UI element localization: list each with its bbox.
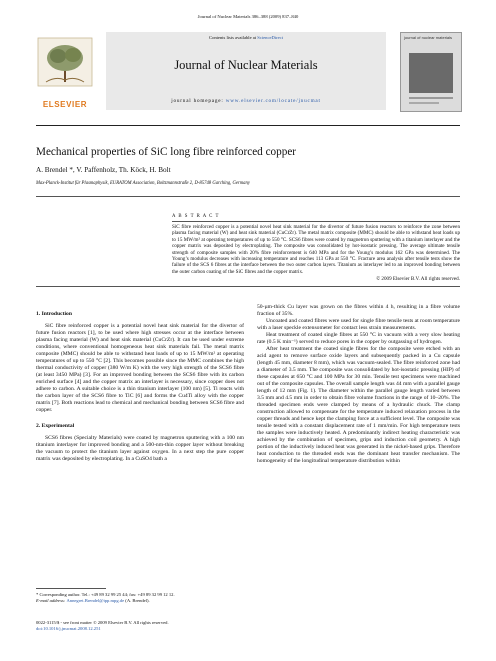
footnote (36, 592, 246, 603)
abstract-bottom-rule (36, 286, 460, 287)
article-title: Mechanical properties of SiC long fibre reinforced copper (36, 146, 297, 158)
footnote-rule (36, 588, 106, 589)
journal-title: Journal of Nuclear Materials (174, 58, 318, 72)
affiliation: Max-Planck-Institut für Plasmaphysik, EURATOM Association, Boltzmannstraße 2, D-85748 Garching, Germany (36, 181, 250, 186)
cover-image (409, 53, 453, 93)
affiliation-rule (36, 196, 460, 197)
right-paragraph-4: After heat treatment the coated single fibres for the composite were etched with an acid agent to remove surface oxide layers and subsequently packed in a Cu capsule (length 45 mm, diameter 8 mm), which was vacuum-sealed. The fibre reinforced zone had a diameter of 3.5 mm. The composite was consolidated by hot-isostatic pressing (HIP) of these capsules at 650 °C and 100 MPa for 30 min. Tensile test specimens were machined out of the composite capsules. The overall sample length was 44 mm with a parallel gauge length of 12 mm (Fig. 1). The diameter within the parallel gauge length varied between 3.5 mm and 4.5 mm in order to obtain fibre volume fractions in the range of 10–20%. The threaded specimen ends were clamped by means of a hydraulic chuck. The clamp construction allowed to compensate for the temperature induced relaxation process in the copper threads and hence kept the clamping force at a sufficient level. The composite was tensile tested with a constant displacement rate of 1 mm/min. For high temperature tests the samples were inductively heated. A predominantly indirect heating characteristic was achieved by the combination of specimen, grips and induction coil geometry. A high portion of the inductively induced heat was generated in the nickel-based grips. Therefore heat conduction to the threaded ends was the dominant heat transfer mechanism. The homogeneity of the longitudinal temperature distribution within (257, 346, 460, 464)
author-list: A. Brendel *, V. Paffenholz, Th. Köck, H. Bolt (36, 166, 171, 174)
introduction-text: SiC fibre reinforced copper is a potential novel heat sink material for the divertor of future fusion reactors [1], to be used where high stresses occur at the interface between plasma facing material (W) and heat sink material (CuCrZr). It can be used under extreme conditions, where conventional homogeneous heat sink materials fail. The metal matrix composite (MMC) should be able to withstand heat loads of up to 15 MW/m² at operating temperatures of up to 550 °C [2]. This becomes possible since the MMC combines the high thermal conductivity of copper (380 W/m K) with the very high strength of the SCS6 fibre (at least 3450 MPa) [3]. For an improved bonding between the SCS6 fibre with its carbon enriched surface [4] and the copper matrix an interlayer is necessary, since copper does not adhere to carbon. A suitable choice is a thin titanium interlayer (100 nm) [5]. Ti reacts with the carbon layer of the SCS6 fibre to TiC [6] and forms the Cu4Ti alloy with the copper matrix [7]. Both reactions lead to chemical and mechanical bonding between SCS6 fibre and copper. (36, 323, 244, 413)
corresponding-author-note: * Corresponding author. Tel.: +49 89 32 99 25 44; fax: +49 89 32 99 12 12. (36, 592, 175, 597)
copyright-notice: © 2009 Elsevier B.V. All rights reserved. (376, 276, 460, 282)
homepage-link[interactable]: www.elsevier.com/locate/jnucmat (225, 98, 321, 104)
doi-link[interactable]: doi:10.1016/j.jnucmat.2008.12.251 (36, 626, 101, 631)
right-paragraph-3: Heat treatment of coated single fibres at 550 °C in vacuum with a very slow heating rate (0.5 K min⁻¹) served to reduce pores in the copper by outgassing of hydrogen. (257, 332, 460, 345)
publisher-name: ELSEVIER (42, 100, 88, 109)
header-rule (36, 125, 460, 126)
email-note: E-mail address: Annegret.Brendel@ipp.mpg.de (A. Brendel). (36, 597, 150, 603)
elsevier-logo-icon (36, 36, 94, 98)
cover-title: journal of nuclear materials (404, 35, 453, 40)
journal-citation: Journal of Nuclear Materials 386–388 (2009) 837–840 (197, 14, 299, 19)
journal-banner (106, 32, 386, 110)
abstract-rule (172, 221, 460, 222)
left-column (36, 311, 244, 463)
right-paragraph-1: 50-µm-thick Cu layer was grown on the fibres within 4 h, resulting in a fibre volume fraction of 35%. (257, 304, 460, 317)
journal-cover-thumbnail (400, 32, 462, 112)
right-column (257, 304, 460, 465)
issn-line: 0022-3115/$ - see front matter © 2009 Elsevier B.V. All rights reserved. (36, 620, 169, 625)
right-paragraph-2: Uncoated and coated fibres were used for single fibre tensile tests at room temperature with a laser speckle extensometer for contact less strain measurements. (257, 318, 460, 331)
doi-line (36, 626, 296, 632)
introduction-heading: 1. Introduction (36, 311, 72, 317)
sciencedirect-link[interactable]: ScienceDirect (257, 35, 283, 40)
abstract-heading: A B S T R A C T (172, 214, 220, 219)
experimental-text: SCS6 fibres (Specialty Materials) were coated by magnetron sputtering with a 100 nm titanium interlayer for improved bonding and a 500-nm-thin copper layer without breaking the vacuum to protect the titanium layer against oxygen. In a next step the pure copper matrix was deposited by electroplating. In a CuSO4 bath a (36, 435, 244, 462)
journal-header (36, 26, 460, 118)
abstract-text: SiC fibre reinforced copper is a potential novel heat sink material for the divertor of future fusion reactors to reinforce the zone between plasma facing material (W) and heat sink material (CuCrZr). The metal matrix composite (MMC) should be able to withstand heat loads up to 15 MW/m² at operating temperatures of up to 550 °C. SCS6 fibres were coated by magnetron sputtering with a titanium interlayer and the copper matrix was deposited by electroplating. The composite was consolidated by hot-isostatic pressing. The average ultimate tensile strength of composite samples with 20% fibre reinforcement is 640 MPa and for the Young’s modulus 162 GPa was determined. The Young’s modulus decreases with increasing temperature and reaches 113 GPa at 550 °C. Fracture area analysis after tensile tests show the failure of the SCS 6 fibres at the interface between the two outer carbon layers. Titanium as interlayer led to an improved bonding between the outer carbon coating of the SiC fibres and the copper matrix. (172, 224, 460, 275)
contents-line: Contents lists available at ScienceDirect (209, 35, 283, 40)
experimental-heading: 2. Experimental (36, 423, 75, 429)
author-email-link[interactable]: Annegret.Brendel@ipp.mpg.de (66, 597, 125, 603)
homepage-line: journal homepage: www.elsevier.com/locate/jnucmat (171, 98, 321, 104)
